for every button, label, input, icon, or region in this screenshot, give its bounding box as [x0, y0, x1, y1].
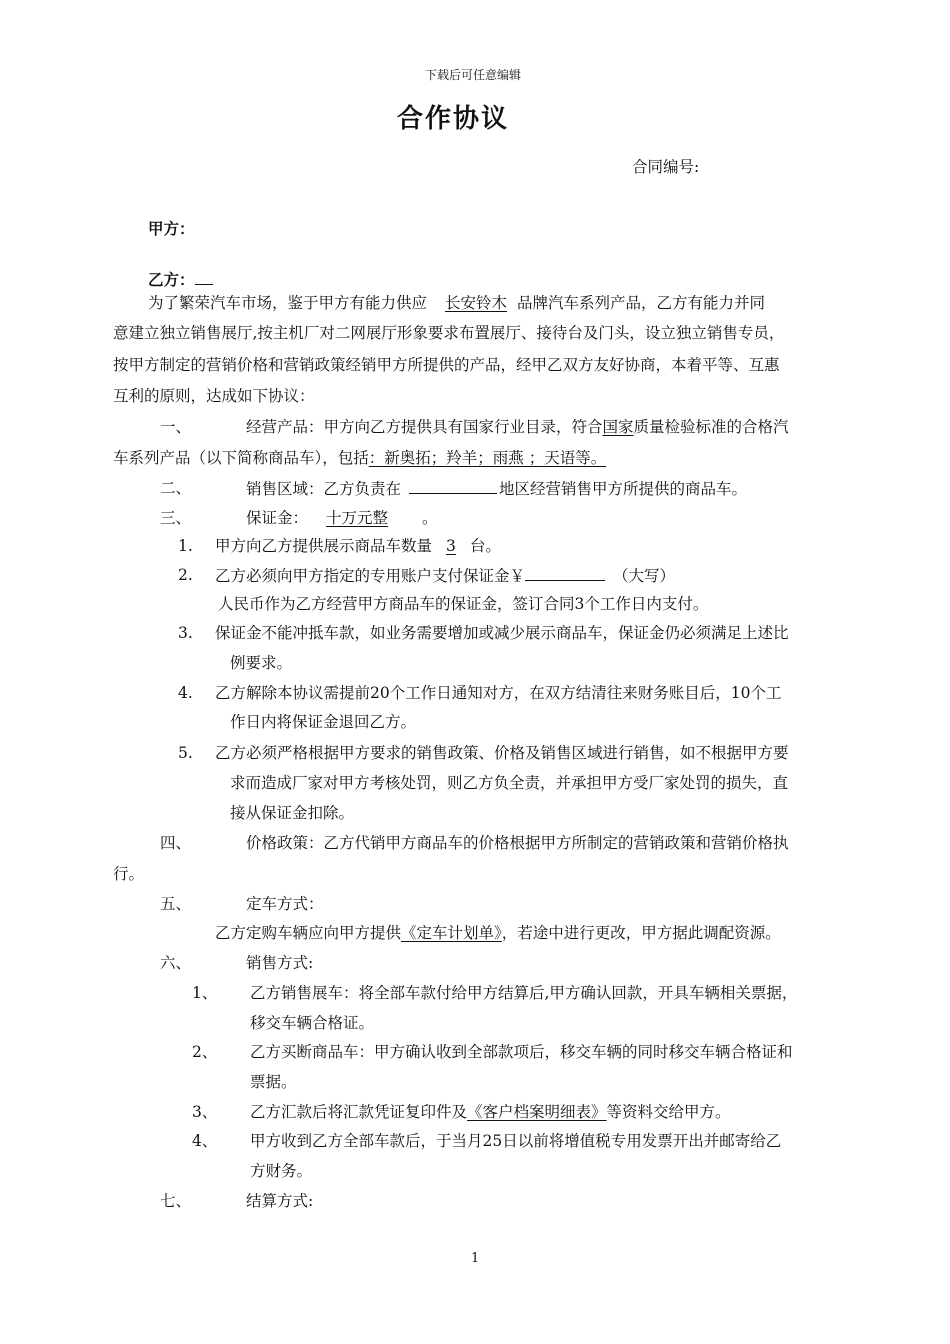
s6-item-4-number: 4、: [192, 1132, 218, 1150]
s3-item-2-line-1: 乙方必须向甲方指定的专用账户支付保证金￥ （大写）: [215, 564, 675, 587]
s6-item-1-number: 1、: [192, 984, 218, 1002]
section-5-number: 五、: [160, 895, 192, 913]
s3-item-1-text: 甲方向乙方提供展示商品车数量 3 台。: [215, 537, 501, 555]
section-7-heading: 结算方式:: [246, 1192, 314, 1210]
intro-line-3: 按甲方制定的营销价格和营销政策经销甲方所提供的产品，经甲乙双方友好协商，本着平等、互惠: [113, 356, 780, 374]
s3-item-1-number: 1.: [178, 537, 193, 555]
section-2-text: 销售区域：乙方负责在 地区经营销售甲方所提供的商品车。: [246, 477, 747, 500]
section-1-line-1: 经营产品：甲方向乙方提供具有国家行业目录，符合国家质量检验标准的合格汽: [246, 418, 789, 436]
s3-item-3-line-1: 保证金不能冲抵车款，如业务需要增加或减少展示商品车，保证金仍必须满足上述比: [215, 624, 789, 642]
section-5-heading: 定车方式：: [246, 895, 324, 913]
section-6-number: 六、: [160, 954, 192, 972]
s3-item-2-line-2: 人民币作为乙方经营甲方商品车的保证金，签订合同3个工作日内支付。: [218, 595, 709, 613]
s6-item-3-text: 乙方汇款后将汇款凭证复印件及《客户档案明细表》等资料交给甲方。: [250, 1103, 731, 1121]
party-a-label: 甲方：: [148, 220, 195, 238]
document-title: 合作协议: [397, 104, 510, 134]
header-note: 下载后可任意编辑: [425, 68, 522, 82]
s6-item-2-line-1: 乙方买断商品车：甲方确认收到全部款项后，移交车辆的同时移交车辆合格证和: [250, 1043, 793, 1061]
s6-item-1-line-2: 移交车辆合格证。: [250, 1014, 375, 1032]
section-4-line-1: 价格政策：乙方代销甲方商品车的价格根据甲方所制定的营销政策和营销价格执: [246, 834, 789, 852]
intro-line-4: 互利的原则，达成如下协议：: [113, 387, 315, 405]
section-6-heading: 销售方式:: [246, 954, 314, 972]
section-2-number: 二、: [160, 479, 192, 497]
s3-item-5-line-2: 求而造成厂家对甲方考核处罚，则乙方负全责，并承担甲方受厂家处罚的损失，直: [230, 774, 789, 792]
section-3-text: 保证金： 十万元整 。: [246, 509, 438, 527]
s3-item-5-line-3: 接从保证金扣除。: [230, 804, 355, 822]
section-5-text: 乙方定购车辆应向甲方提供《定车计划单》，若途中进行更改，甲方据此调配资源。: [215, 924, 781, 942]
s6-item-4-line-2: 方财务。: [250, 1162, 313, 1180]
s6-item-1-line-1: 乙方销售展车：将全部车款付给甲方结算后,甲方确认回款，开具车辆相关票据，: [250, 984, 798, 1002]
section-3-number: 三、: [160, 509, 192, 527]
intro-line-1: 为了繁荣汽车市场，鉴于甲方有能力供应 长安铃木 品牌汽车系列产品，乙方有能力并同: [148, 294, 766, 312]
s3-item-4-line-1: 乙方解除本协议需提前20个工作日通知对方，在双方结清往来财务账目后，10个工: [215, 684, 782, 702]
s3-item-5-line-1: 乙方必须严格根据甲方要求的销售政策、价格及销售区域进行销售，如不根据甲方要: [215, 744, 789, 762]
section-1-line-2: 车系列产品（以下简称商品车），包括：新奥拓；羚羊；雨燕 ；天语等。: [113, 449, 607, 467]
s6-item-4-line-1: 甲方收到乙方全部车款后，于当月25日以前将增值税专用发票开出并邮寄给乙: [250, 1132, 782, 1150]
s3-item-5-number: 5.: [178, 744, 193, 762]
contract-number-label: 合同编号:: [632, 158, 700, 176]
page-number: 1: [471, 1251, 480, 1266]
s3-item-3-number: 3.: [178, 624, 193, 642]
s3-item-4-line-2: 作日内将保证金退回乙方。: [230, 713, 417, 731]
section-1-number: 一、: [160, 418, 192, 436]
s6-item-2-line-2: 票据。: [250, 1073, 297, 1091]
party-b-label: 乙方：: [148, 268, 213, 291]
s3-item-3-line-2: 例要求。: [230, 654, 293, 672]
section-4-line-2: 行。: [113, 865, 145, 883]
s6-item-3-number: 3、: [192, 1103, 218, 1121]
s3-item-2-number: 2.: [178, 566, 193, 584]
s6-item-2-number: 2、: [192, 1043, 218, 1061]
intro-line-2: 意建立独立销售展厅,按主机厂对二网展厅形象要求布置展厅、接待台及门头，设立独立销售专员，: [113, 324, 785, 342]
s3-item-4-number: 4.: [178, 684, 193, 702]
section-7-number: 七、: [160, 1192, 192, 1210]
section-4-number: 四、: [160, 834, 192, 852]
